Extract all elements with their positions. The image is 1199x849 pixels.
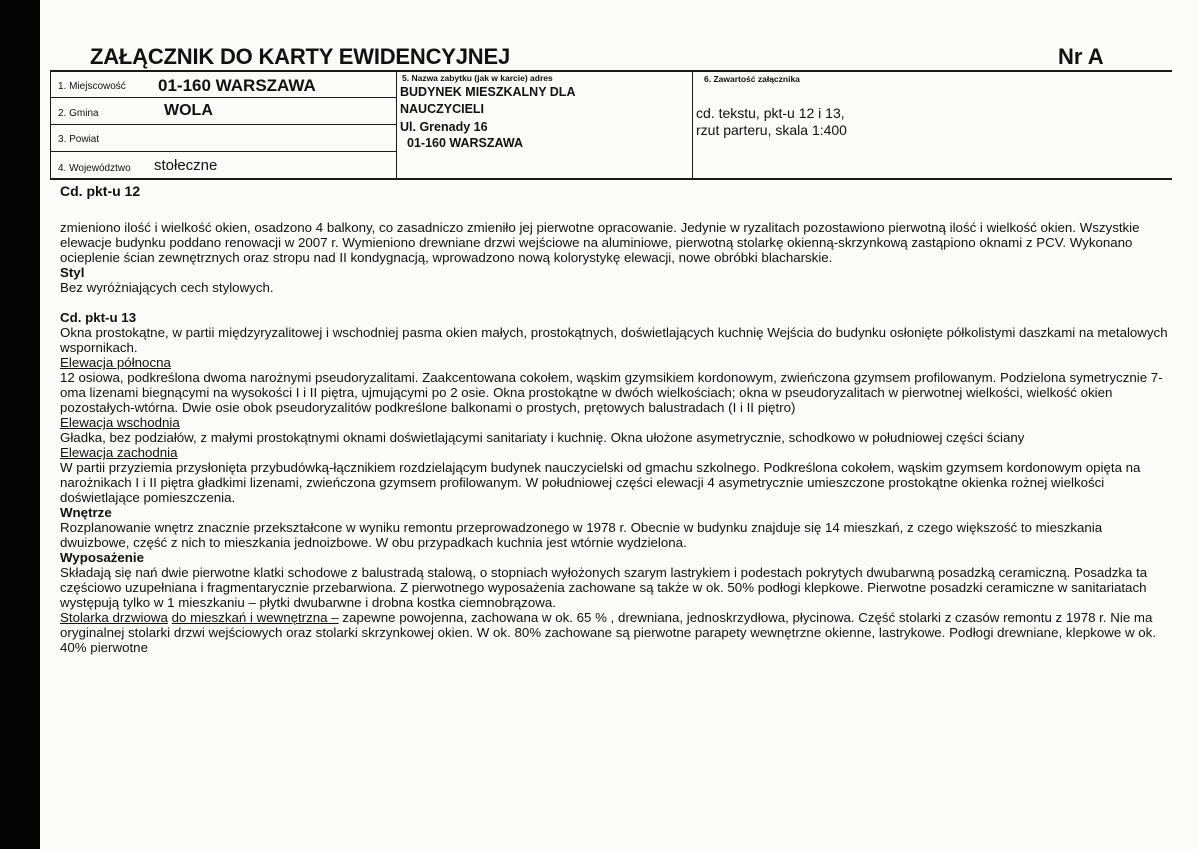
paragraph-2: Okna prostokątne, w partii międzyryzalitowej i wschodniej pasma okien małych, prostokątnych, doświetlających kuchnię Wejścia do budynku osłonięte półkolistymi daszkami na metalowych wspornikach. <box>60 325 1168 355</box>
elewacja-zachodnia-heading: Elewacja zachodnia <box>60 445 178 460</box>
document-number: Nr A <box>1058 44 1104 69</box>
column-divider-2 <box>692 70 693 180</box>
stolarka-label-2: do mieszkań i wewnętrzna – <box>171 610 339 625</box>
zawartosc-line-1: cd. tekstu, pkt-u 12 i 13, <box>696 105 845 121</box>
wyposazenie-text: Składają się nań dwie pierwotne klatki schodowe z balustradą stalową, o stopniach wyłożonych szarym lastrykiem i podestach pokrytych dwubarwną posadzką ceramiczną. Posadzka ta częściowo uzupełniana i fragmentarycznie przebarwiona. Z pierwotnego wyposażenia zachowane są także w ok. 50% podłogi klepkowe. Pierwotne posadzki ceramiczne w sanitariatach występują tylko w 1 mieszkaniu – płytki dwubarwne i drobna kostka ciemnobrązowa. <box>60 565 1148 610</box>
row-divider-3 <box>50 151 396 152</box>
wnetrze-text: Rozplanowanie wnętrz znacznie przekształcone w wyniku remontu przeprowadzonego w 1978 r. Obecnie w budynku znajduje się 14 mieszkań, z czego większość to mieszkania dwuizbowe, część z nich to mieszkania jednoizbowe. W obu przypadkach kuchnia jest wtórnie wydzielona. <box>60 520 1103 550</box>
paragraph-1: zmieniono ilość i wielkość okien, osadzono 4 balkony, co zasadniczo zmieniło jej pierwotne opracowanie. Jedynie w ryzalitach pozostawiono pierwotną ilość i wielkość okien. Wszystkie elewacje budynku poddano renowacji w 2007 r. Wymieniono drewniane drzwi wejściowe na aluminiowe, pierwotną stolarkę okienną-skrzynkową zastąpiono oknami z PCV. Wykonano ocieplenie ścian zewnętrznych oraz stropu nad II kondygnacją, wprowadzono nową kolorystykę elewacji, nowe obróbki blacharskie. <box>60 220 1140 265</box>
nazwa-line-1: BUDYNEK MIESZKALNY DLA <box>400 85 576 99</box>
cd13-heading: Cd. pkt-u 13 <box>60 310 137 325</box>
wyposazenie-heading: Wyposażenie <box>60 550 144 565</box>
document-title: ZAŁĄCZNIK DO KARTY EWIDENCYJNEJ <box>90 44 510 69</box>
row-divider-1 <box>50 97 396 98</box>
table-bottom-border <box>50 178 1172 180</box>
gmina-label: 2. Gmina <box>58 108 99 119</box>
spacer <box>60 295 1175 310</box>
table-left-border <box>50 70 51 180</box>
document-sheet <box>40 0 1199 849</box>
elewacja-polnocna-heading: Elewacja północna <box>60 355 171 370</box>
stolarka-paragraph <box>60 610 1175 655</box>
elewacja-polnocna-text: 12 osiowa, podkreślona dwoma narożnymi pseudoryzalitami. Zaakcentowana cokołem, wąskim gzymsikiem kordonowym, zwieńczona gzymsem profilowanym. Podzielona symetrycznie 7-oma lizenami biegnącymi na wysokości I i II piętra, ujmującymi po 2 osie. Okna prostokątne w dwóch wielkościach; okna w pseudoryzalitach w pierwotnej wielkości, wielkość okien pozostałych-wtórna. Dwie osie obok pseudoryzalitów podkreślone balkonami o prostych, prętowych balustradach (I i II piętro) <box>60 370 1163 415</box>
styl-heading: Styl <box>60 265 85 280</box>
nazwa-line-3: Ul. Grenady 16 <box>400 120 488 134</box>
elewacja-wschodnia-heading: Elewacja wschodnia <box>60 415 180 430</box>
wnetrze-heading: Wnętrze <box>60 505 112 520</box>
wojewodztwo-value: stołeczne <box>154 157 218 174</box>
row-divider-2 <box>50 124 396 125</box>
gmina-value: WOLA <box>164 102 213 119</box>
elewacja-zachodnia-text: W partii przyziemia przysłonięta przybudówką-łącznikiem rozdzielającym budynek nauczycielski od gmachu szkolnego. Podkreślona cokołem, wąskim gzymsem kordonowym opięta na narożnikach I i II piętra gładkimi lizenami, zwieńczona gzymsem profilowanym. W południowej części elewacji 4 asymetrycznie umieszczone prostokątne okienka rożnej wielkości doświetlające pomieszczenia. <box>60 460 1141 505</box>
zawartosc-label: 6. Zawartość załącznika <box>704 74 800 84</box>
elewacja-wschodnia-text: Gładka, bez podziałów, z małymi prostokątnymi oknami doświetlającymi sanitariaty i kuchnię. Okna ułożone asymetrycznie, schodkowo w południowej części ściany <box>60 430 1025 445</box>
nazwa-label: 5. Nazwa zabytku (jak w karcie) adres <box>402 73 553 83</box>
miejscowosc-label: 1. Miejscowość <box>58 81 126 92</box>
cd12-heading: Cd. pkt-u 12 <box>60 183 141 199</box>
styl-text: Bez wyróżniających cech stylowych. <box>60 280 274 295</box>
powiat-label: 3. Powiat <box>58 134 100 145</box>
stolarka-label-1: Stolarka drzwiowa <box>60 610 168 625</box>
body-text <box>60 220 1175 655</box>
miejscowosc-value: 01-160 WARSZAWA <box>158 76 316 95</box>
column-divider-1 <box>396 70 397 180</box>
stolarka-text: zapewne powojenna, zachowana w ok. 65 % , drewniana, jednoskrzydłowa, płycinowa. Część stolarki z czasów remontu z 1978 r. Nie ma oryginalnej stolarki drzwi wejściowych oraz stolarki skrzynkowej okien. W ok. 80% zachowane są pierwotne parapety wewnętrzne okienne, lastrykowe. Podłogi drewniane, klepkowe w ok. 40% pierwotne <box>60 610 1157 655</box>
nazwa-line-2: NAUCZYCIELI <box>400 102 485 116</box>
wojewodztwo-label: 4. Województwo <box>58 163 131 174</box>
table-top-border <box>50 70 1172 72</box>
nazwa-line-4: 01-160 WARSZAWA <box>407 136 524 150</box>
zawartosc-line-2: rzut parteru, skala 1:400 <box>696 122 847 138</box>
